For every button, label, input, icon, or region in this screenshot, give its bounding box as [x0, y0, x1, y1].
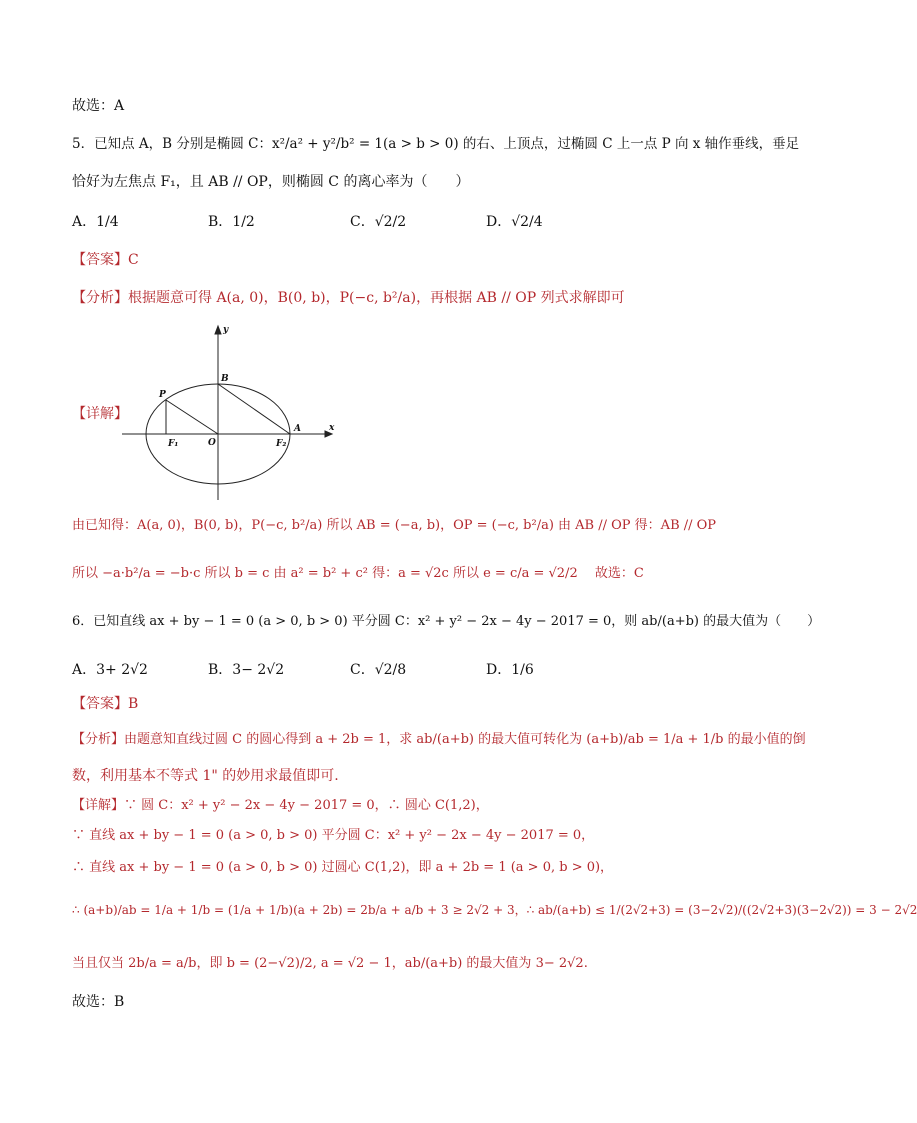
q6-analysis-label: 【分析】 — [72, 732, 125, 747]
label-f2: F₂ — [276, 439, 287, 449]
q5-detail-line-1: 由已知得：A(a, 0)，B(0, b)，P(−c, b²/a) 所以 AB = (−a, b)，OP = (−c, b²/a) 由 AB // OP 得：AB // OP — [72, 518, 717, 533]
q5-stem-line-2: 恰好为左焦点 F₁，且 AB // OP，则椭圆 C 的离心率为（ ） — [72, 174, 470, 190]
q5-option-d: D．√2/4 — [486, 214, 543, 230]
q6-analysis-line-1 — [72, 730, 806, 750]
label-y: y — [223, 325, 229, 335]
q6-option-a: A．3+ 2√2 — [72, 662, 148, 678]
q5-analysis-line — [72, 288, 734, 308]
q6-detail-line-3: ∴ 直线 ax + by − 1 = 0 (a > 0, b > 0) 过圆心 C(1,2)，即 a + 2b = 1 (a > 0, b > 0)， — [72, 860, 614, 875]
q6-option-c: C．√2/8 — [350, 662, 407, 678]
q5-option-a: A．1/4 — [72, 214, 119, 230]
q6-detail-line-1 — [72, 796, 734, 816]
label-o: O — [208, 438, 216, 448]
q6-detail-line-4: ∴ (a+b)/ab = 1/a + 1/b = (1/a + 1/b)(a + 2b) = 2b/a + a/b + 3 ≥ 2√2 + 3，∴ ab/(a+b) ≤ 1/(2√2+3) = (3−2√2)/((2√2+3)(3−2√2)) = 3 − 2√2 — [72, 903, 917, 917]
q6-detail-line-2: ∵ 直线 ax + by − 1 = 0 (a > 0, b > 0) 平分圆 C：x² + y² − 2x − 4y − 2017 = 0， — [72, 828, 595, 843]
q6-choice-line: 故选：B — [72, 994, 125, 1010]
label-f1: F₁ — [168, 439, 179, 449]
q5-answer-label: 【答案】 — [72, 252, 128, 268]
previous-choice-line — [72, 96, 734, 116]
q6-stem-line: 6．已知直线 ax + by − 1 = 0 (a > 0, b > 0) 平分圆 C：x² + y² − 2x − 4y − 2017 = 0，则 ab/(a+b) 的最大值为（ ） — [72, 614, 821, 629]
label-x: x — [329, 423, 335, 433]
segment-op — [166, 400, 218, 434]
q5-analysis-text: 根据题意可得 A(a, 0)，B(0, b)，P(−c, b²/a)，再根据 AB // OP 列式求解即可 — [128, 290, 625, 306]
ellipse-figure — [122, 318, 340, 504]
y-axis-arrow — [215, 326, 221, 334]
q6-detail-line-5: 当且仅当 2b/a = a/b，即 b = (2−√2)/2, a = √2 − 1，ab/(a+b) 的最大值为 3− 2√2. — [72, 956, 588, 971]
q6-option-d: D．1/6 — [486, 662, 534, 678]
q6-answer-value: B — [128, 696, 139, 712]
segment-ab — [218, 384, 290, 434]
q5-detail-label: 【详解】 — [72, 406, 128, 422]
q5-option-c: C．√2/2 — [350, 214, 407, 230]
label-b: B — [221, 374, 229, 384]
q5-analysis-label: 【分析】 — [72, 290, 128, 306]
q6-detail-text-1: ∵ 圆 C：x² + y² − 2x − 4y − 2017 = 0，∴ 圆心 C(1,2)， — [124, 798, 489, 813]
q6-answer-label: 【答案】 — [72, 696, 128, 712]
q5-detail-line-2: 所以 −a·b²/a = −b·c 所以 b = c 由 a² = b² + c² 得：a = √2c 所以 e = c/a = √2/2 故选：C — [72, 566, 644, 581]
q6-analysis-line-2: 数，利用基本不等式 1" 的妙用求最值即可. — [72, 768, 339, 784]
label-p: P — [159, 390, 166, 400]
q6-detail-label: 【详解】 — [72, 798, 125, 813]
q6-answer-line — [72, 694, 734, 714]
label-a: A — [294, 424, 301, 434]
q5-stem-line-1: 5．已知点 A，B 分别是椭圆 C：x²/a² + y²/b² = 1(a > b > 0) 的右、上顶点，过椭圆 C 上一点 P 向 x 轴作垂线，垂足 — [72, 136, 800, 152]
q5-answer-value: C — [128, 252, 139, 268]
q5-answer-line — [72, 250, 734, 270]
previous-choice-text: 故选：A — [72, 98, 125, 114]
q5-option-b: B．1/2 — [208, 214, 255, 230]
q6-analysis-text-1: 由题意知直线过圆 C 的圆心得到 a + 2b = 1，求 ab/(a+b) 的最大值可转化为 (a+b)/ab = 1/a + 1/b 的最小值的倒 — [124, 732, 806, 747]
q6-option-b: B．3− 2√2 — [208, 662, 285, 678]
